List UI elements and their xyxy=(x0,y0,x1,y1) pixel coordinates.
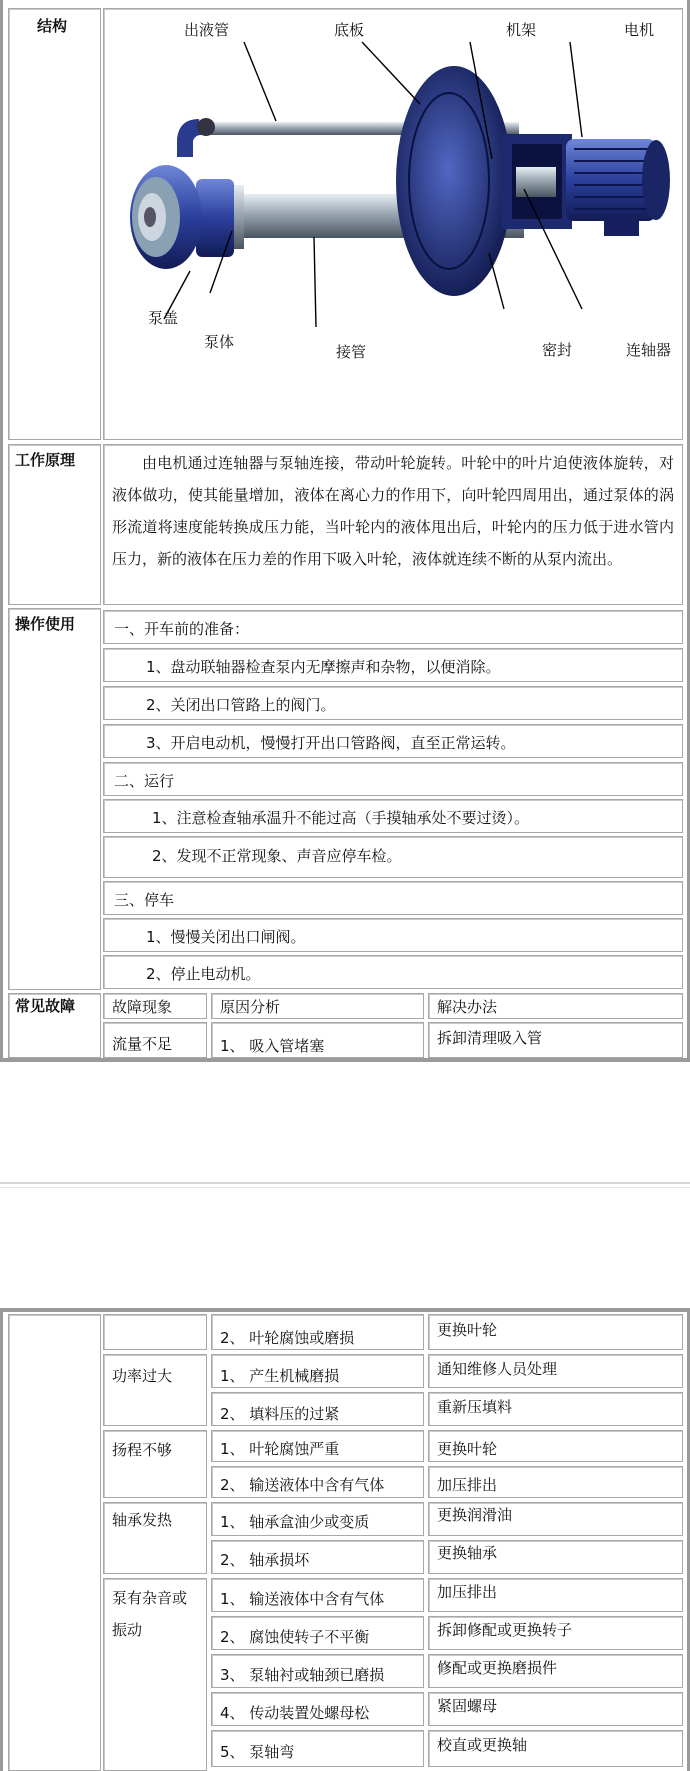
fault-r13-cause: 5、 泵轴弯 xyxy=(211,1730,424,1767)
label-outlet-pipe: 出液管 xyxy=(184,21,230,39)
principle-label: 工作原理 xyxy=(15,451,76,469)
label-frame: 机架 xyxy=(506,21,537,39)
label-motor: 电机 xyxy=(624,21,655,39)
label-seal: 密封 xyxy=(542,341,573,359)
fault-r12-solution: 紧固螺母 xyxy=(428,1692,683,1726)
structure-label-cell xyxy=(8,8,101,440)
fault-r9-solution: 加压排出 xyxy=(428,1578,683,1612)
operation-step-2-2: 2、发现不正常现象、声音应停车检。 xyxy=(103,836,683,878)
fault-r8-solution: 更换轴承 xyxy=(428,1540,683,1574)
fault-r8-cause: 2、 轴承损坏 xyxy=(211,1540,424,1574)
document-page-2 xyxy=(0,1308,690,1771)
operation-label: 操作使用 xyxy=(15,615,76,633)
fault-r7-phenomenon: 轴承发热 xyxy=(103,1502,207,1574)
fault-r1-solution: 拆卸清理吸入管 xyxy=(428,1022,683,1058)
faults-label-cell xyxy=(8,993,101,1058)
fault-r5-cause: 1、 叶轮腐蚀严重 xyxy=(211,1430,424,1462)
operation-step-3-1: 1、慢慢关闭出口闸阀。 xyxy=(103,918,683,952)
fault-r5-solution: 更换叶轮 xyxy=(428,1430,683,1462)
fault-r6-solution: 加压排出 xyxy=(428,1466,683,1498)
faults-label-cell-cont xyxy=(8,1314,101,1771)
pump-diagram xyxy=(104,9,682,439)
base-plate-shape xyxy=(396,66,512,296)
fault-r11-solution: 修配或更换磨损件 xyxy=(428,1654,683,1688)
operation-step-1: 一、开车前的准备： xyxy=(103,610,683,644)
operation-step-2: 二、运行 xyxy=(103,762,683,796)
fault-r10-solution: 拆卸修配或更换转子 xyxy=(428,1616,683,1650)
label-pump-body: 泵体 xyxy=(204,333,235,351)
faults-label: 常见故障 xyxy=(15,997,76,1015)
fault-r12-cause: 4、 传动装置处螺母松 xyxy=(211,1692,424,1726)
fault-r1-phenomenon: 流量不足 xyxy=(103,1022,207,1058)
page-separator-shadow xyxy=(0,1187,690,1188)
fault-header-phenomenon: 故障现象 xyxy=(103,993,207,1019)
operation-step-1-2: 2、关闭出口管路上的阀门。 xyxy=(103,686,683,720)
fault-r13-solution: 校直或更换轴 xyxy=(428,1730,683,1767)
label-base-plate: 底板 xyxy=(334,21,365,39)
fault-r3-phenomenon: 功率过大 xyxy=(103,1354,207,1426)
page-separator xyxy=(0,1182,690,1184)
operation-step-2-1: 1、注意检查轴承温升不能过高（手摸轴承处不要过烫）。 xyxy=(103,799,683,833)
operation-label-cell xyxy=(8,608,101,990)
fault-r1-cause: 1、 吸入管堵塞 xyxy=(211,1022,424,1058)
operation-step-3-2: 2、停止电动机。 xyxy=(103,955,683,989)
label-connecting-pipe: 接管 xyxy=(336,343,367,361)
operation-step-3: 三、停车 xyxy=(103,881,683,915)
operation-step-1-1: 1、盘动联轴器检查泵内无摩擦声和杂物，以便消除。 xyxy=(103,648,683,682)
fault-r3-cause: 1、 产生机械磨损 xyxy=(211,1354,424,1388)
fault-header-cause: 原因分析 xyxy=(211,993,424,1019)
fault-r3-solution: 通知维修人员处理 xyxy=(428,1354,683,1388)
fault-r9-phenomenon: 泵有杂音或 振动 xyxy=(103,1578,207,1771)
fault-r4-solution: 重新压填料 xyxy=(428,1392,683,1426)
fault-r5-phenomenon: 扬程不够 xyxy=(103,1430,207,1498)
principle-text: 由电机通过连轴器与泵轴连接，带动叶轮旋转。叶轮中的叶片迫使液体旋转，对液体做功，使其能量增加，液体在离心力的作用下，向叶轮四周用出，通过泵体的涡形流道将速度能转换成压力能，当叶轮内的液体甩出后，叶轮内的压力低于进水管内压力，新的液体在压力差的作用下吸入叶轮，液体就连续不断的从泵内流出。 xyxy=(112,454,674,568)
fault-r2-solution: 更换叶轮 xyxy=(428,1314,683,1350)
principle-label-cell xyxy=(8,444,101,605)
label-pump-cover: 泵盖 xyxy=(148,309,179,327)
operation-step-1-3: 3、开启电动机，慢慢打开出口管路阀，直至正常运转。 xyxy=(103,724,683,758)
fault-r2-cause: 2、 叶轮腐蚀或磨损 xyxy=(211,1314,424,1350)
fault-r11-cause: 3、 泵轴衬或轴颈已磨损 xyxy=(211,1654,424,1688)
fault-r10-cause: 2、 腐蚀使转子不平衡 xyxy=(211,1616,424,1650)
fault-r6-cause: 2、 输送液体中含有气体 xyxy=(211,1466,424,1498)
fault-r1-phenomenon-cont xyxy=(103,1314,207,1350)
structure-label: 结构 xyxy=(37,17,68,35)
principle-text-cell xyxy=(103,444,683,605)
fault-r9-cause: 1、 输送液体中含有气体 xyxy=(211,1578,424,1612)
structure-diagram-cell xyxy=(103,8,683,440)
fault-header-solution: 解决办法 xyxy=(428,993,683,1019)
fault-r7-cause: 1、 轴承盒油少或变质 xyxy=(211,1502,424,1536)
fault-r4-cause: 2、 填料压的过紧 xyxy=(211,1392,424,1426)
fault-r7-solution: 更换润滑油 xyxy=(428,1502,683,1536)
label-coupling: 连轴器 xyxy=(626,341,672,359)
